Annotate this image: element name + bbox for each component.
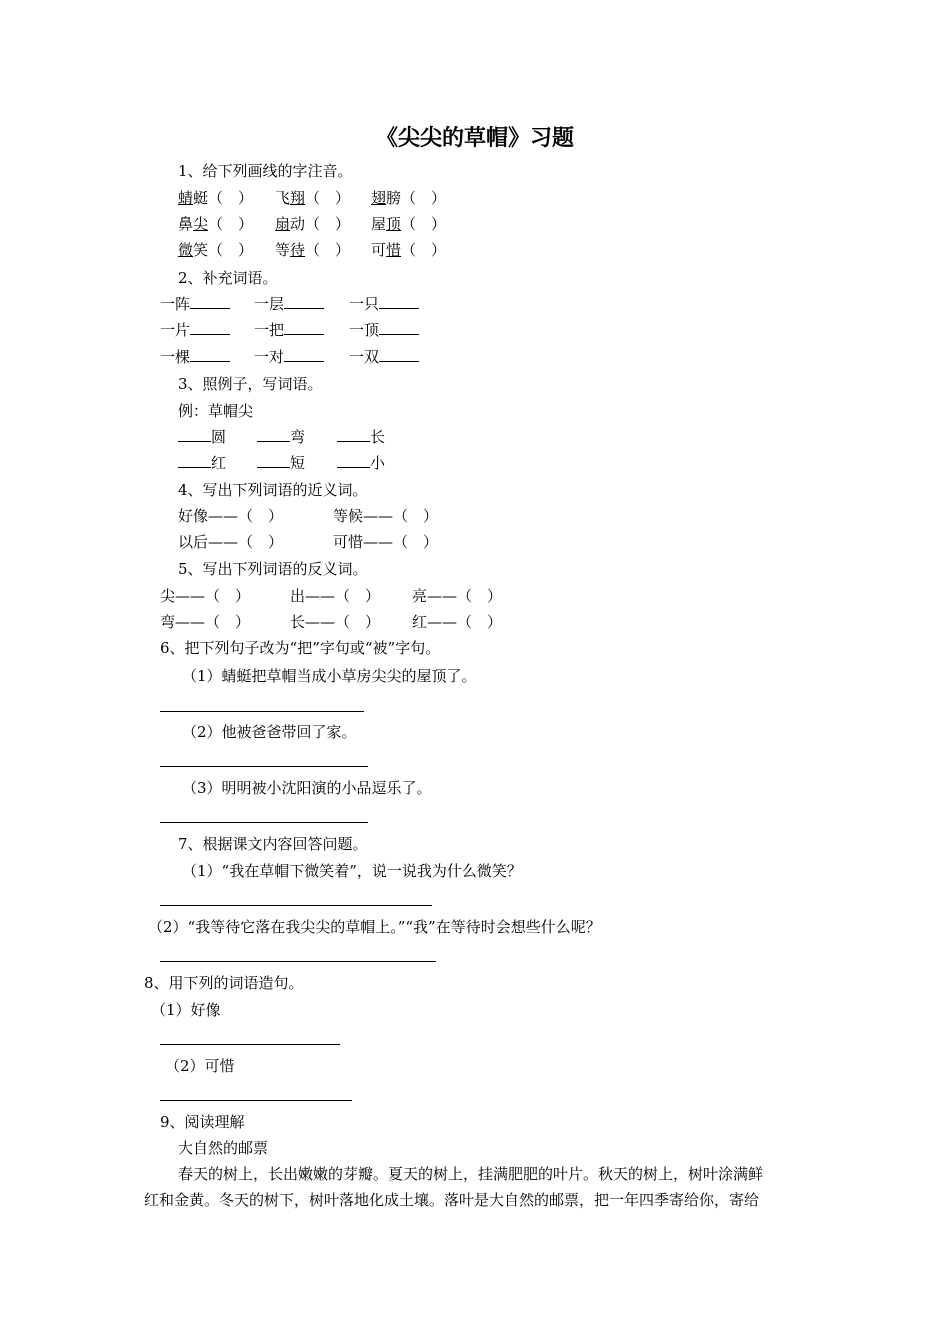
pinyin-item (275, 188, 350, 208)
word-fill-item (178, 453, 226, 473)
synonym-item: 等候——（ ） (333, 507, 439, 525)
word-prefix: 一对 (254, 348, 285, 366)
q7-item-2: （2）“我等待它落在我尖尖的草帽上。”“我”在等待时会想些什么呢？ (148, 918, 601, 936)
word-suffix: 红 (211, 454, 227, 472)
pinyin-item (275, 214, 350, 234)
q6-item-1: （1）蜻蜓把草帽当成小草房尖尖的屋顶了。 (182, 667, 477, 685)
synonym-item: 好像——（ ） (178, 507, 284, 525)
word-suffix: 弯 (290, 428, 306, 446)
passage-line: 春天的树上，长出嫩嫩的芽瓣。夏天的树上，挂满肥肥的叶片。秋天的树上，树叶涂满鲜 (178, 1165, 764, 1183)
word-part: （ ） (208, 215, 254, 233)
underlined-character: 翅 (371, 189, 387, 207)
underlined-character: 待 (290, 241, 306, 259)
underlined-character: 顶 (386, 215, 402, 233)
passage-line: 红和金黄。冬天的树下，树叶落地化成土壤。落叶是大自然的邮票，把一年四季寄给你，寄给 (144, 1191, 760, 1209)
word-part: （ ） (305, 241, 351, 259)
underlined-character: 惜 (386, 241, 402, 259)
underlined-character: 蜻 (178, 189, 194, 207)
q6-heading: 6、把下列句子改为“把”字句或“被”字句。 (160, 639, 441, 657)
pinyin-item (178, 240, 253, 260)
antonym-item: 弯——（ ） (160, 613, 251, 631)
q8-item-2: （2）可惜 (165, 1057, 235, 1075)
answer-blank[interactable] (257, 453, 290, 468)
word-prefix: 一把 (254, 321, 285, 339)
q3-heading: 3、照例子，写词语。 (178, 375, 323, 393)
word-part: （ ） (401, 215, 447, 233)
word-part: （ ） (401, 241, 447, 259)
word-fill-item (349, 320, 419, 340)
word-part: 膀（ ） (386, 189, 447, 207)
word-part: 动（ ） (290, 215, 351, 233)
antonym-item: 长——（ ） (290, 613, 381, 631)
answer-line[interactable] (160, 905, 432, 906)
word-part: 可 (371, 241, 387, 259)
q8-heading: 8、用下列的词语造句。 (144, 974, 304, 992)
word-part: 蜓（ ） (193, 189, 254, 207)
underlined-character: 扇 (275, 215, 291, 233)
answer-line[interactable] (160, 822, 368, 823)
antonym-item: 亮——（ ） (412, 587, 503, 605)
q8-item-1: （1）好像 (151, 1001, 221, 1019)
answer-blank[interactable] (337, 453, 370, 468)
word-suffix: 短 (290, 454, 306, 472)
pinyin-item (275, 240, 350, 260)
word-fill-item (349, 347, 419, 367)
answer-blank[interactable] (190, 320, 230, 335)
word-prefix: 一片 (160, 321, 191, 339)
answer-blank[interactable] (178, 427, 211, 442)
word-fill-item (257, 453, 305, 473)
q7-item-1: （1）“我在草帽下微笑着”，说一说我为什么微笑？ (182, 862, 522, 880)
pinyin-item (371, 188, 446, 208)
underlined-character: 尖 (193, 215, 209, 233)
pinyin-item (371, 214, 446, 234)
word-fill-item (257, 427, 305, 447)
answer-blank[interactable] (257, 427, 290, 442)
answer-line[interactable] (160, 1100, 352, 1101)
q6-item-3: （3）明明被小沈阳演的小品逗乐了。 (182, 779, 432, 797)
answer-blank[interactable] (337, 427, 370, 442)
answer-blank[interactable] (284, 347, 324, 362)
word-fill-item (254, 294, 324, 314)
word-fill-item (178, 427, 226, 447)
word-prefix: 一层 (254, 295, 285, 313)
antonym-item: 尖——（ ） (160, 587, 251, 605)
answer-blank[interactable] (379, 347, 419, 362)
underlined-character: 翔 (290, 189, 306, 207)
synonym-item: 以后——（ ） (178, 533, 284, 551)
word-part: 鼻 (178, 215, 194, 233)
answer-blank[interactable] (379, 320, 419, 335)
word-fill-item (160, 347, 230, 367)
word-fill-item (254, 320, 324, 340)
word-suffix: 圆 (211, 428, 227, 446)
synonym-item: 可惜——（ ） (333, 533, 439, 551)
q1-heading: 1、给下列画线的字注音。 (178, 162, 353, 180)
q7-heading: 7、根据课文内容回答问题。 (178, 835, 368, 853)
word-part: （ ） (305, 189, 351, 207)
word-fill-item (349, 294, 419, 314)
word-prefix: 一只 (349, 295, 380, 313)
answer-blank[interactable] (190, 294, 230, 309)
answer-blank[interactable] (190, 347, 230, 362)
answer-blank[interactable] (178, 453, 211, 468)
answer-line[interactable] (160, 961, 436, 962)
q2-heading: 2、补充词语。 (178, 269, 278, 287)
word-suffix: 小 (370, 454, 386, 472)
word-prefix: 一顶 (349, 321, 380, 339)
antonym-item: 红——（ ） (412, 613, 503, 631)
pinyin-item (178, 214, 253, 234)
q4-heading: 4、写出下列词语的近义词。 (178, 481, 368, 499)
word-fill-item (160, 294, 230, 314)
q5-heading: 5、写出下列词语的反义词。 (178, 560, 368, 578)
answer-blank[interactable] (284, 320, 324, 335)
underlined-character: 微 (178, 241, 194, 259)
word-fill-item (160, 320, 230, 340)
q3-example: 例：草帽尖 (178, 402, 254, 420)
q6-item-2: （2）他被爸爸带回了家。 (182, 723, 357, 741)
word-prefix: 一双 (349, 348, 380, 366)
word-suffix: 长 (370, 428, 386, 446)
antonym-item: 出——（ ） (290, 587, 381, 605)
word-prefix: 一棵 (160, 348, 191, 366)
answer-blank[interactable] (379, 294, 419, 309)
word-part: 等 (275, 241, 291, 259)
word-fill-item (337, 453, 385, 473)
passage-title: 大自然的邮票 (178, 1139, 269, 1157)
word-part: 屋 (371, 215, 387, 233)
answer-line[interactable] (160, 711, 364, 712)
word-part: 笑（ ） (193, 241, 254, 259)
word-part: 飞 (275, 189, 291, 207)
q9-heading: 9、阅读理解 (160, 1113, 245, 1131)
word-prefix: 一阵 (160, 295, 191, 313)
answer-line[interactable] (160, 766, 368, 767)
page-title: 《尖尖的草帽》习题 (375, 125, 574, 151)
answer-blank[interactable] (284, 294, 324, 309)
pinyin-item (178, 188, 253, 208)
word-fill-item (254, 347, 324, 367)
word-fill-item (337, 427, 385, 447)
pinyin-item (371, 240, 446, 260)
answer-line[interactable] (160, 1044, 340, 1045)
